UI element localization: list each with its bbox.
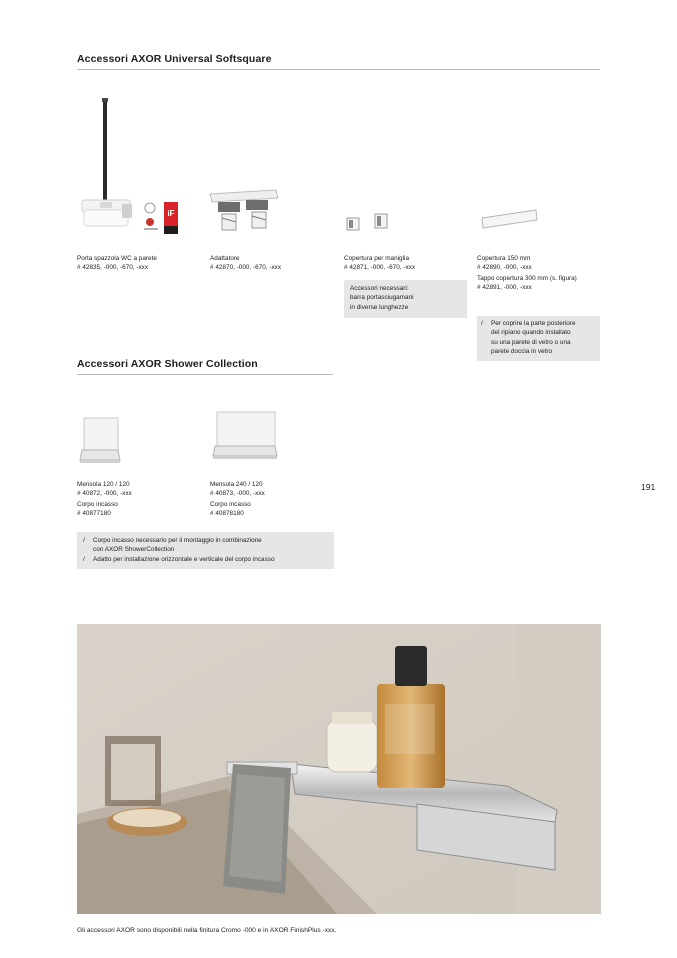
product-code: # 42891, -000, -xxx (477, 283, 532, 291)
product-code: # 42835, -000, -670, -xxx (77, 263, 149, 271)
note-line: su una parete di vetro o una (491, 338, 571, 346)
note-line: del ripiano quando installato (491, 329, 571, 337)
handle-cover-image (343, 212, 393, 234)
note-installation (77, 532, 334, 569)
product-name: Corpo incasso (77, 501, 118, 509)
footer-note: Gli accessori AXOR sono disponibili nella finitura Cromo -000 e in AXOR FinishPlus -xxx. (77, 927, 337, 934)
shelf-120-image (78, 416, 124, 464)
wc-brush-holder-image (78, 98, 134, 238)
product-name: Mensola 240 / 120 (210, 481, 263, 488)
product-code: # 40873, -000, -xxx (210, 489, 265, 497)
section-title-softsquare: Accessori AXOR Universal Softsquare (77, 53, 272, 65)
note-line: Accessori necessari: (350, 285, 409, 292)
bathroom-shelf-photo (77, 624, 601, 914)
product-code: # 40872, -000, -xxx (77, 489, 132, 497)
product-caption (344, 255, 415, 272)
product-caption (77, 255, 157, 272)
shelf-240-image (211, 410, 281, 460)
product-code: # 42871, -000, -670, -xxx (344, 263, 416, 271)
product-name: Tappo copertura 300 mm (s. figura) (477, 275, 577, 283)
note-cover-info (477, 316, 600, 361)
note-line: Adatto per installazione orizzontale e verticale del corpo incasso (93, 555, 275, 563)
product-code: # 40878180 (210, 509, 244, 517)
product-code: # 42870, -000, -670, -xxx (210, 263, 282, 271)
product-name: Copertura 150 mm (477, 255, 531, 262)
note-line: barra portasciugamani (350, 294, 414, 302)
cover-cap-image (480, 208, 540, 232)
section-divider (77, 374, 333, 375)
note-required-accessories (344, 280, 467, 318)
product-caption (210, 255, 281, 272)
product-caption (210, 481, 265, 518)
product-name: Corpo incasso (210, 501, 251, 509)
note-line: parete doccia in vetro (491, 348, 553, 356)
slash-bullet: / (481, 320, 483, 327)
product-name: Mensola 120 / 120 (77, 481, 130, 488)
product-caption (77, 481, 132, 518)
product-code: # 40877180 (77, 509, 111, 517)
product-name: Adattatore (210, 255, 240, 262)
adapter-image (206, 188, 281, 232)
section-divider (77, 69, 600, 70)
product-name: Porta spazzola WC a parete (77, 255, 157, 262)
award-badges (140, 202, 186, 236)
product-caption (477, 255, 577, 292)
section-title-shower-collection: Accessori AXOR Shower Collection (77, 358, 258, 370)
note-line: Per coprire la parte posteriore (491, 320, 576, 327)
product-code: # 42890, -000, -xxx (477, 263, 532, 271)
product-name: Copertura per maniglia (344, 255, 410, 262)
slash-bullet: / (83, 537, 85, 544)
note-line: con AXOR ShowerCollection (93, 546, 175, 554)
page-number: 191 (641, 482, 656, 492)
note-line: in diverse lunghezze (350, 303, 409, 311)
note-line: Corpo incasso necessario per il montaggio in combinazione (93, 537, 262, 544)
if-award-label: iF (167, 209, 175, 218)
slash-bullet: / (83, 555, 85, 563)
